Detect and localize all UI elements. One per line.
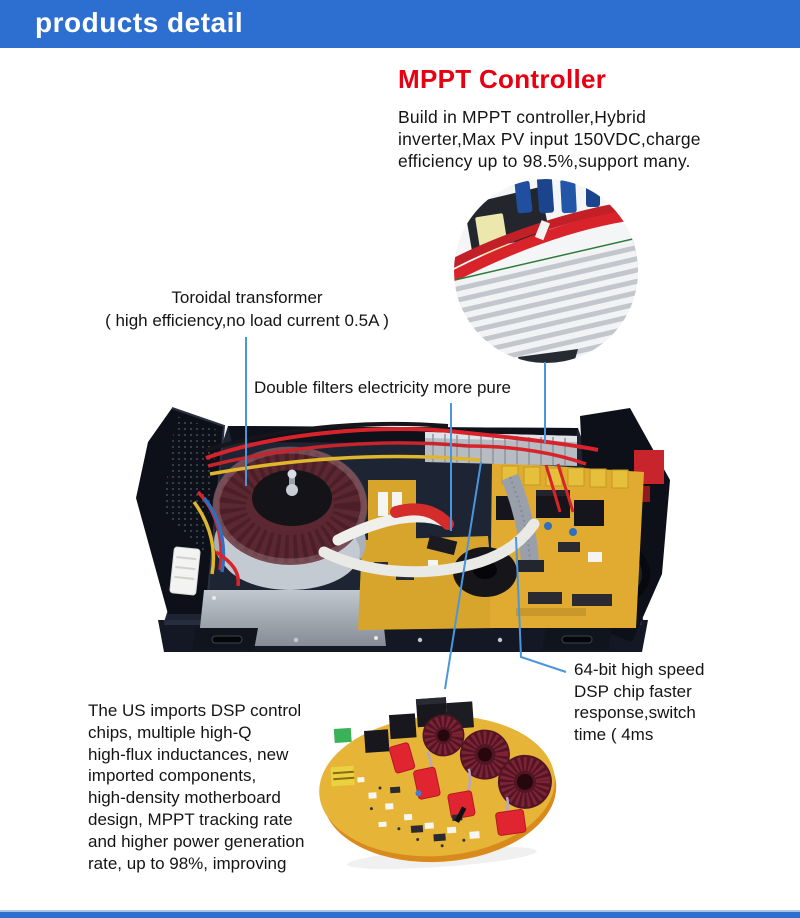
filters-callout: Double filters electricity more pure: [254, 378, 511, 397]
quality-line: and higher power generation: [88, 831, 305, 851]
dsp-callout-line: DSP chip faster: [574, 681, 692, 701]
toroidal-callout-subtitle: ( high efficiency,no load current 0.5A ): [105, 311, 389, 330]
banner: [0, 0, 800, 48]
mppt-body-line: inverter,Max PV input 150VDC,charge: [398, 128, 701, 149]
mppt-section: [398, 64, 758, 172]
dsp-callout-line: time ( 4ms: [574, 725, 654, 745]
quality-paragraph: [88, 700, 304, 874]
control-board-closeup-photo: [310, 696, 565, 876]
heatsink-closeup-photo: [454, 179, 638, 363]
quality-line: rate, up to 98%, improving: [88, 853, 287, 873]
toroidal-callout: [58, 286, 436, 332]
mppt-heading: MPPT Controller: [398, 64, 607, 94]
banner-title: products detail: [35, 7, 244, 38]
quality-line: chips, multiple high-Q: [88, 722, 252, 742]
quality-line: high-density motherboard: [88, 788, 281, 808]
dsp-callout-line: response,switch: [574, 703, 696, 723]
toroidal-callout-title: Toroidal transformer: [171, 288, 323, 307]
quality-line: imported components,: [88, 766, 257, 786]
inverter-internal-photo: [128, 402, 676, 658]
dsp-callout-line: 64-bit high speed: [574, 660, 705, 679]
mppt-body-line: Build in MPPT controller,Hybrid: [398, 107, 647, 127]
quality-line: high-flux inductances, new: [88, 744, 289, 764]
quality-line: design, MPPT tracking rate: [88, 809, 293, 829]
quality-line: The US imports DSP control: [88, 701, 302, 720]
bottom-divider-bar: [0, 910, 800, 918]
dsp-callout: [574, 659, 704, 746]
mppt-body-line: efficiency up to 98.5%,support many.: [398, 150, 691, 171]
